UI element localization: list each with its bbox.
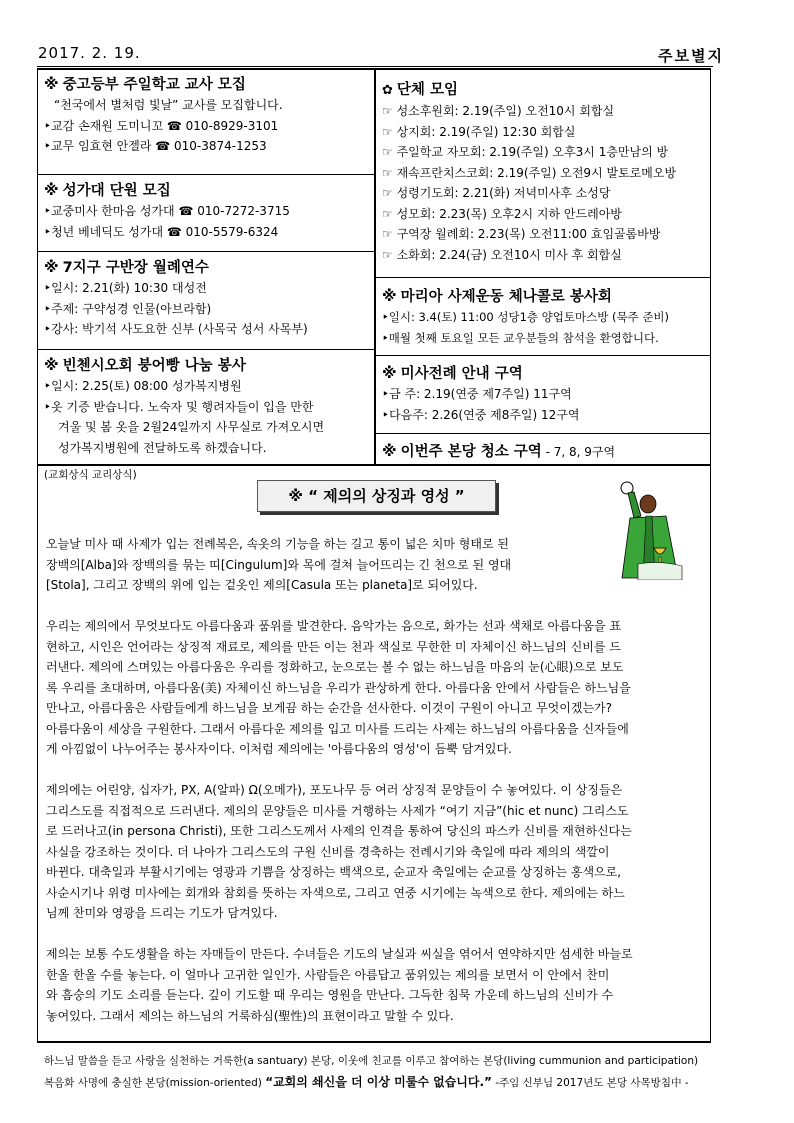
article-title: ※ “ 제의의 상징과 영성 ” bbox=[257, 480, 496, 512]
section-title: ※ 미사전례 안내 구역 bbox=[382, 364, 523, 382]
meeting-line: ☞ 상지회: 2.19(주일) 12:30 회합실 bbox=[382, 124, 576, 139]
article-paragraph-2: 우리는 제의에서 무엇보다도 아름다움과 품위를 발견한다. 음악가는 음으로, 화가는 선과 색채로 아름다움을 표 현하고, 시인은 언어라는 상징적 재료로, 제의를 만든 이는 천과 색실로 무한한 미 자체이신 하느님의 신비를 드 러낸다. 제의에 스며있는 아름다움은 우리를 정화하고, 눈으로는 볼 수 없는 하느님을 마음의 눈(心眼)으로 보도 록 우리를 초대하며, 아름다움(美) 자체이신 하느님을 우리가 관상하게 한다. 아름다움 안에서 사람들은 하느님을 만나고, 아름다움은 사람들에게 하느님을 보게끔 하는 순간을 선사한다. 이것이 구원이 아니고 무엇이겠는가? 아름다움이 세상을 구원한다. 그래서 아름다운 제의를 입고 미사를 드리는 사제는 하느님의 아름다움을 신자들에 게 아낌없이 나누어주는 봉사자이다. 이처럼 제의에는 '아름다움의 영성'이 듬뿍 담겨있다. bbox=[46, 619, 631, 756]
meeting-line: ☞ 재속프란치스코회: 2.19(주일) 오전9시 발토로메오방 bbox=[382, 165, 677, 180]
cenacle-section bbox=[382, 285, 708, 348]
section-title: ※ 7지구 구반장 월례연수 bbox=[44, 258, 209, 276]
asterism-icon: ※ bbox=[382, 442, 397, 460]
section-divider bbox=[38, 349, 374, 350]
group-meeting-section bbox=[382, 79, 708, 265]
section-title: ※ 중고등부 주일학교 교사 모집 bbox=[44, 75, 246, 93]
pointer-icon: ☞ bbox=[382, 227, 397, 241]
column-divider bbox=[374, 68, 376, 466]
header-rule bbox=[37, 66, 713, 67]
notice-line: ‣청년 베네딕도 성가대 ☎ 010-5579-6324 bbox=[44, 224, 279, 239]
asterism-icon: ※ bbox=[382, 287, 397, 305]
asterism-icon: ※ bbox=[44, 258, 59, 276]
priest-illustration bbox=[608, 480, 684, 580]
choir-recruit-section bbox=[44, 179, 370, 242]
meeting-line: ☞ 성모회: 2.23(목) 오후2시 지하 안드레아방 bbox=[382, 206, 622, 221]
notice-line: ‣교중미사 한마음 성가대 ☎ 010-7272-3715 bbox=[44, 204, 290, 218]
notice-line: ‣매월 첫째 토요일 모든 교우분들의 참석을 환영합니다. bbox=[382, 330, 659, 345]
notice-line: 겨울 및 봄 옷을 2월24일까지 사무실로 가져오시면 bbox=[58, 420, 325, 434]
section-title: ※ 성가대 단원 모집 bbox=[44, 181, 171, 199]
article-paragraph-3: 제의에는 어린양, 십자가, PX, A(알파) Ω(오메가), 포도나무 등 여러 상징적 문양들이 수 놓여있다. 이 상징들은 그리스도를 직접적으로 드러낸다. 제의의 문양들은 미사를 거행하는 사제가 “여기 지금”(hic et nunc) 그리스도 로 드러나고(in persona Christi), 또한 그리스도께서 사제의 인격을 통하여 당신의 파스카 신비를 재현하신다는 사실을 강조하는 것이다. 더 나아가 그리스도의 구원 신비를 경축하는 전례시기와 축일에 따라 제의의 색깔이 바뀐다. 대축일과 부활시기에는 영광과 기쁨을 상징하는 백색으로, 순교자 축일에는 순교를 상징하는 홍색으로, 사순시기나 위령 미사에는 회개와 참회를 뜻하는 자색으로, 그리고 연중 시기에는 녹색으로 한다. 제의에는 하느 님께 찬미와 영광을 드리는 기도가 담겨있다. bbox=[46, 783, 632, 920]
pointer-icon: ☞ bbox=[382, 104, 397, 118]
section-title: ※ 이번주 본당 청소 구역 - 7, 8, 9구역 bbox=[382, 442, 616, 460]
pointer-icon: ☞ bbox=[382, 206, 397, 221]
article-paragraph-1: 오늘날 미사 때 사제가 입는 전례복은, 속옷의 기능을 하는 길고 통이 넓은 치마 형태로 된 장백의[Alba]와 장백의를 묶는 띠[Cingulum]와 목에 걸쳐 늘어뜨리는 긴 천으로 된 영대 [Stola], 그리고 장백의 위에 입는 겉옷인 제의[Casula 또는 planeta]로 되어있다. bbox=[46, 537, 512, 592]
notice-line: ‣교무 임효현 안젤라 ☎ 010-3874-1253 bbox=[44, 139, 267, 153]
teacher-recruit-section bbox=[44, 73, 370, 157]
section-title: ✿ 단체 모임 bbox=[382, 79, 708, 101]
section-divider bbox=[376, 355, 711, 356]
liturgy-zone-section bbox=[382, 362, 708, 425]
pointer-icon: ☞ bbox=[382, 165, 397, 180]
cleaning-zone-section bbox=[382, 440, 708, 462]
meeting-line: ☞ 소화회: 2.24(금) 오전10시 미사 후 회합실 bbox=[382, 247, 622, 262]
bulletin-date: 2017. 2. 19. bbox=[38, 44, 141, 62]
notice-line: ‣금 주: 2.19(연중 제7주일) 11구역 bbox=[382, 387, 572, 401]
pointer-icon: ☞ bbox=[382, 145, 397, 159]
meeting-line: ☞ 구역장 월례회: 2.23(목) 오전11:00 효임골롬바방 bbox=[382, 227, 661, 241]
asterism-icon: ※ bbox=[44, 75, 59, 93]
vincent-service-section bbox=[44, 354, 370, 458]
notice-line: “천국에서 별처럼 빛날” 교사를 모집합니다. bbox=[54, 98, 283, 112]
notice-line: ‣일시: 2.21(화) 10:30 대성전 bbox=[44, 281, 207, 295]
parish-motto: 하느님 말씀을 듣고 사랑을 실천하는 거룩한(a santuary) 본당, 이웃에 친교를 이루고 참여하는 본당(living cummunion and participation) bbox=[44, 1055, 699, 1067]
section-divider bbox=[38, 251, 374, 252]
article-category: (교회상식 교리상식) bbox=[44, 469, 137, 481]
asterism-icon: ※ bbox=[44, 356, 59, 374]
section-divider bbox=[38, 174, 374, 175]
meeting-line: ☞ 성령기도회: 2.21(화) 저녁미사후 소성당 bbox=[382, 186, 611, 200]
notice-line: ‣일시: 3.4(토) 11:00 성당1층 양업토마스방 (묵주 준비) bbox=[382, 310, 670, 324]
meeting-line: ☞ 주일학교 자모회: 2.19(주일) 오후3시 1층만남의 방 bbox=[382, 145, 669, 159]
notice-line: ‣강사: 박기석 사도요한 신부 (사목국 성서 사목부) bbox=[44, 322, 308, 336]
pointer-icon: ☞ bbox=[382, 247, 397, 262]
notice-line: ‣옷 기증 받습니다. 노숙자 및 행려자들이 입을 만한 bbox=[44, 399, 314, 414]
meeting-line: ☞ 성소후원회: 2.19(주일) 오전10시 회합실 bbox=[382, 104, 615, 118]
notice-line: ‣주제: 구약성경 인물(아브라함) bbox=[44, 301, 212, 316]
section-title: ※ 마리아 사제운동 체나콜로 봉사회 bbox=[382, 287, 612, 305]
flower-icon: ✿ bbox=[382, 83, 393, 98]
section-divider bbox=[376, 277, 711, 278]
pointer-icon: ☞ bbox=[382, 186, 397, 200]
asterism-icon: ※ bbox=[44, 181, 59, 199]
parish-policy: 복음화 사명에 충실한 본당(mission-oriented) “교회의 쇄신을 더 이상 미룰수 없습니다.” -주임 신부님 2017년도 본당 사목방침中 - bbox=[44, 1075, 689, 1089]
bulletin-title: 주보별지 bbox=[658, 47, 724, 65]
district-training-section bbox=[44, 256, 370, 340]
section-title: ※ 빈첸시오회 붕어빵 나눔 봉사 bbox=[44, 356, 246, 374]
notice-line: 성가복지병원에 전달하도록 하겠습니다. bbox=[58, 440, 267, 455]
pointer-icon: ☞ bbox=[382, 124, 397, 139]
notice-line: ‣다음주: 2.26(연중 제8주일) 12구역 bbox=[382, 407, 580, 422]
notice-line: ‣교감 손재원 도미니꼬 ☎ 010-8929-3101 bbox=[44, 118, 279, 133]
asterism-icon: ※ bbox=[382, 364, 397, 382]
article-paragraph-4: 제의는 보통 수도생활을 하는 자매들이 만든다. 수녀들은 기도의 날실과 씨실을 엮어서 연약하지만 섬세한 바늘로 한올 한올 수를 놓는다. 이 얼마나 고귀한 일인가. 사람들은 아름답고 품위있는 제의를 보면서 이 안에서 찬미 와 흠숭의 기도 소리를 듣는다. 깊이 기도할 때 우리는 영원을 만난다. 그득한 침묵 가운데 하느님의 신비가 수 놓여있다. 그래서 제의는 하느님의 거룩하심(聖性)의 표현이라고 말할 수 있다. bbox=[46, 947, 633, 1023]
section-divider bbox=[376, 433, 711, 434]
notice-line: ‣일시: 2.25(토) 08:00 성가복지병원 bbox=[44, 379, 242, 393]
renewal-slogan: “교회의 쇄신을 더 이상 미룰수 없습니다.” bbox=[265, 1075, 492, 1089]
